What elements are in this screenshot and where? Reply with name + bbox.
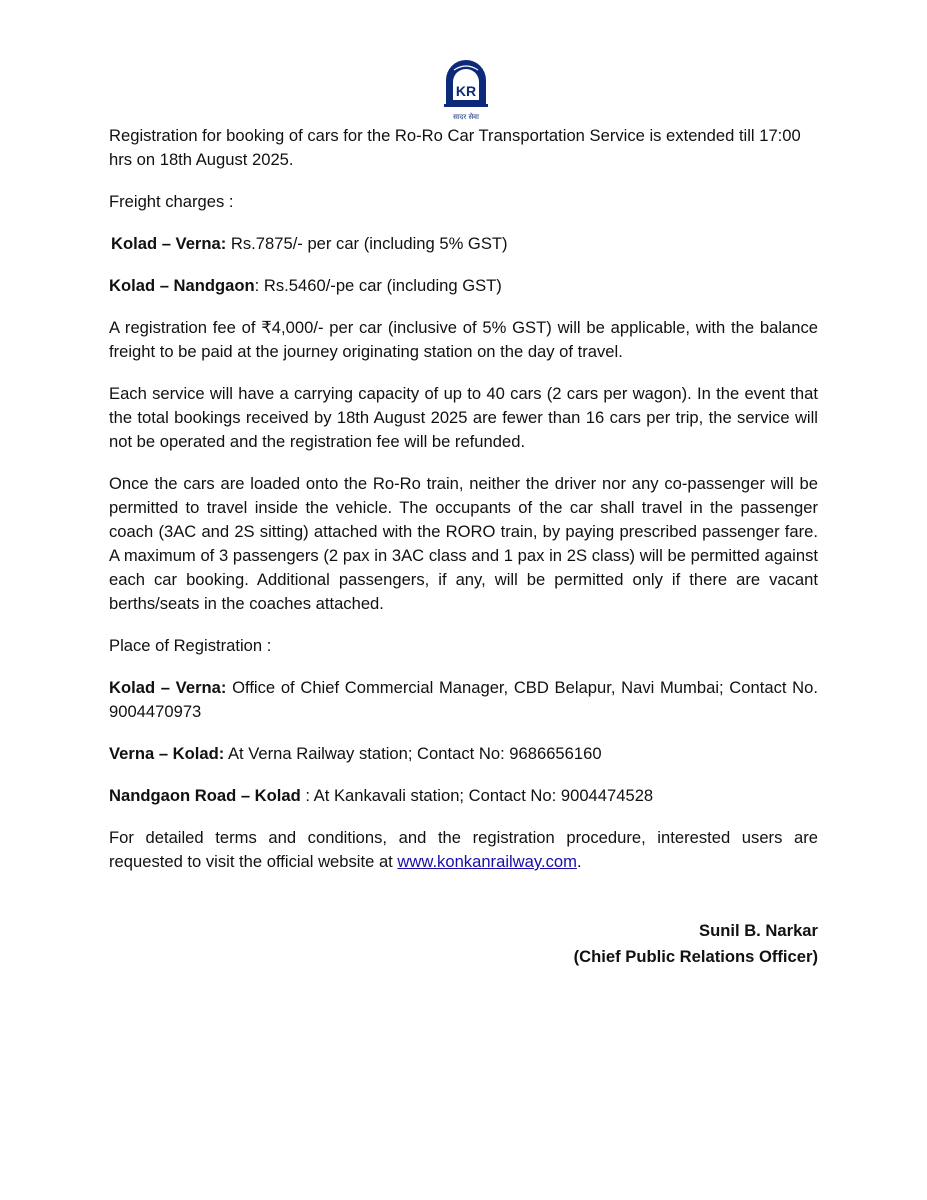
registration-fee-paragraph: A registration fee of ₹4,000/- per car (inclusive of 5% GST) will be applicable, with the balance freight to be paid at the journey originating station on the day of travel.	[109, 318, 818, 361]
website-link[interactable]: www.konkanrailway.com	[397, 852, 577, 871]
passengers-paragraph: Once the cars are loaded onto the Ro-Ro train, neither the driver nor any co-passenger will be permitted to travel inside the vehicle. The occupants of the car shall travel in the passenger coach (3AC and 2S sitting) attached with the RORO train, by paying prescribed passenger fare. A maximum of 3 passengers (2 pax in 3AC class and 1 pax in 2S class) will be permitted against each car booking. Additional passengers, if any, will be permitted only if there are vacant berths/seats in the coaches attached.	[109, 474, 818, 613]
place-text: : At Kankavali station; Contact No: 9004474528	[300, 786, 654, 805]
route-text: : Rs.5460/-pe car (including GST)	[254, 276, 502, 295]
place-nandgaon-kolad	[109, 784, 818, 808]
intro-paragraph: Registration for booking of cars for the Ro-Ro Car Transportation Service is extended till 17:00 hrs on 18th August 2025.	[109, 126, 801, 169]
place-label: Verna – Kolad:	[109, 744, 225, 763]
closing-end: .	[576, 852, 582, 871]
closing-text: For detailed terms and conditions, and the registration procedure, interested users are requested to visit the official website at	[109, 828, 818, 871]
place-kolad-verna	[109, 676, 818, 724]
press-release-body	[109, 124, 818, 892]
logo-emblem-icon	[440, 58, 492, 124]
place-text: At Verna Railway station; Contact No: 9686656160	[224, 744, 602, 763]
route-text: Rs.7875/- per car (including 5% GST)	[226, 234, 508, 253]
place-verna-kolad	[109, 742, 818, 766]
closing-paragraph	[109, 826, 818, 874]
place-text: Office of Chief Commercial Manager, CBD Belapur, Navi Mumbai; Contact No. 9004470973	[109, 678, 818, 721]
freight-heading: Freight charges :	[109, 192, 234, 211]
logo-motto: सादर सेवा	[453, 113, 479, 121]
signatory-name: Sunil B. Narkar	[699, 921, 818, 940]
logo-initials: KR	[455, 83, 477, 99]
capacity-paragraph: Each service will have a carrying capacity of up to 40 cars (2 cars per wagon). In the event that the total bookings received by 18th August 2025 are fewer than 16 cars per trip, the service will not be operated and the registration fee will be refunded.	[109, 384, 818, 451]
place-label: Kolad – Verna:	[109, 678, 227, 697]
signatory-title: (Chief Public Relations Officer)	[573, 947, 818, 966]
route-label: Kolad – Nandgaon	[109, 276, 255, 295]
freight-route-kolad-verna	[109, 232, 818, 256]
place-heading: Place of Registration :	[109, 636, 272, 655]
freight-route-kolad-nandgaon	[109, 274, 818, 298]
route-label: Kolad – Verna:	[111, 234, 227, 253]
signature-block	[574, 918, 818, 970]
place-label: Nandgaon Road – Kolad	[109, 786, 301, 805]
konkan-railway-logo	[440, 58, 492, 124]
